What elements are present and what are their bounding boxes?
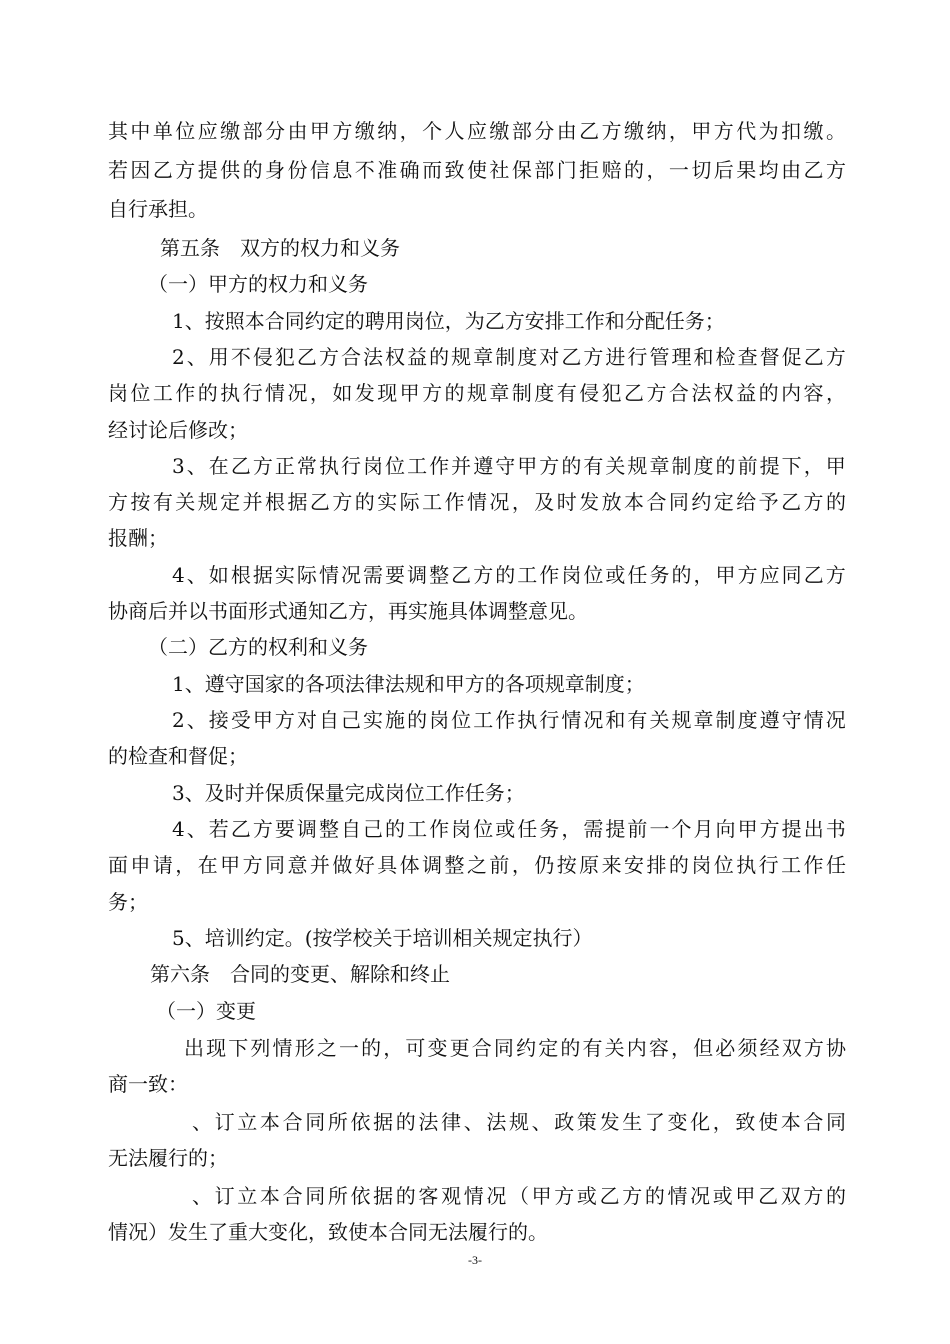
list-item: 2、用不侵犯乙方合法权益的规章制度对乙方进行管理和检查督促乙方: [172, 345, 848, 369]
list-item: 3、及时并保质保量完成岗位工作任务；: [172, 781, 525, 805]
body-text-line: 情况）发生了重大变化，致使本合同无法履行的。: [108, 1220, 548, 1244]
subsection-heading: （一）变更: [156, 999, 256, 1023]
list-item: 1、按照本合同约定的聘用岗位，为乙方安排工作和分配任务；: [172, 309, 725, 333]
body-text-line: 的检查和督促；: [108, 744, 248, 768]
body-text-line: 岗位工作的执行情况，如发现甲方的规章制度有侵犯乙方合法权益的内容，: [108, 381, 849, 405]
section-heading: 第六条 合同的变更、解除和终止: [150, 962, 450, 986]
body-text-line: 其中单位应缴部分由甲方缴纳，个人应缴部分由乙方缴纳，甲方代为扣缴。: [108, 119, 849, 143]
page-number: -3-: [468, 1253, 482, 1267]
list-item: 、订立本合同所依据的客观情况（甲方或乙方的情况或甲乙双方的: [192, 1184, 849, 1208]
list-item: 1、遵守国家的各项法律法规和甲方的各项规章制度；: [172, 672, 645, 696]
body-text-line: 经讨论后修改；: [108, 418, 248, 442]
list-item: 4、如根据实际情况需要调整乙方的工作岗位或任务的，甲方应同乙方: [172, 563, 848, 587]
body-text-line: 协商后并以书面形式通知乙方，再实施具体调整意见。: [108, 599, 588, 623]
body-text-line: 面申请，在甲方同意并做好具体调整之前，仍按原来安排的岗位执行工作任: [108, 853, 849, 877]
list-item: 4、若乙方要调整自己的工作岗位或任务，需提前一个月向甲方提出书: [172, 817, 848, 841]
subsection-heading: （二）乙方的权利和义务: [148, 635, 368, 659]
body-text-line: 务；: [108, 890, 148, 914]
body-text-line: 商一致：: [108, 1072, 188, 1096]
list-item: 2、接受甲方对自己实施的岗位工作执行情况和有关规章制度遵守情况: [172, 708, 848, 732]
body-text-line: 方按有关规定并根据乙方的实际工作情况，及时发放本合同约定给予乙方的: [108, 490, 849, 514]
body-text-line: 报酬；: [108, 526, 168, 550]
body-text-line: 出现下列情形之一的，可变更合同约定的有关内容，但必须经双方协: [184, 1036, 849, 1060]
list-item: 3、在乙方正常执行岗位工作并遵守甲方的有关规章制度的前提下，甲: [172, 454, 848, 478]
list-item: 、订立本合同所依据的法律、法规、政策发生了变化，致使本合同: [192, 1110, 849, 1134]
body-text-line: 若因乙方提供的身份信息不准确而致使社保部门拒赔的，一切后果均由乙方: [108, 158, 849, 182]
subsection-heading: （一）甲方的权力和义务: [148, 272, 368, 296]
body-text-line: 无法履行的；: [108, 1146, 228, 1170]
list-item: 5、培训约定。(按学校关于培训相关规定执行）: [172, 926, 593, 950]
section-heading: 第五条 双方的权力和义务: [160, 236, 400, 260]
body-text-line: 自行承担。: [108, 197, 208, 221]
